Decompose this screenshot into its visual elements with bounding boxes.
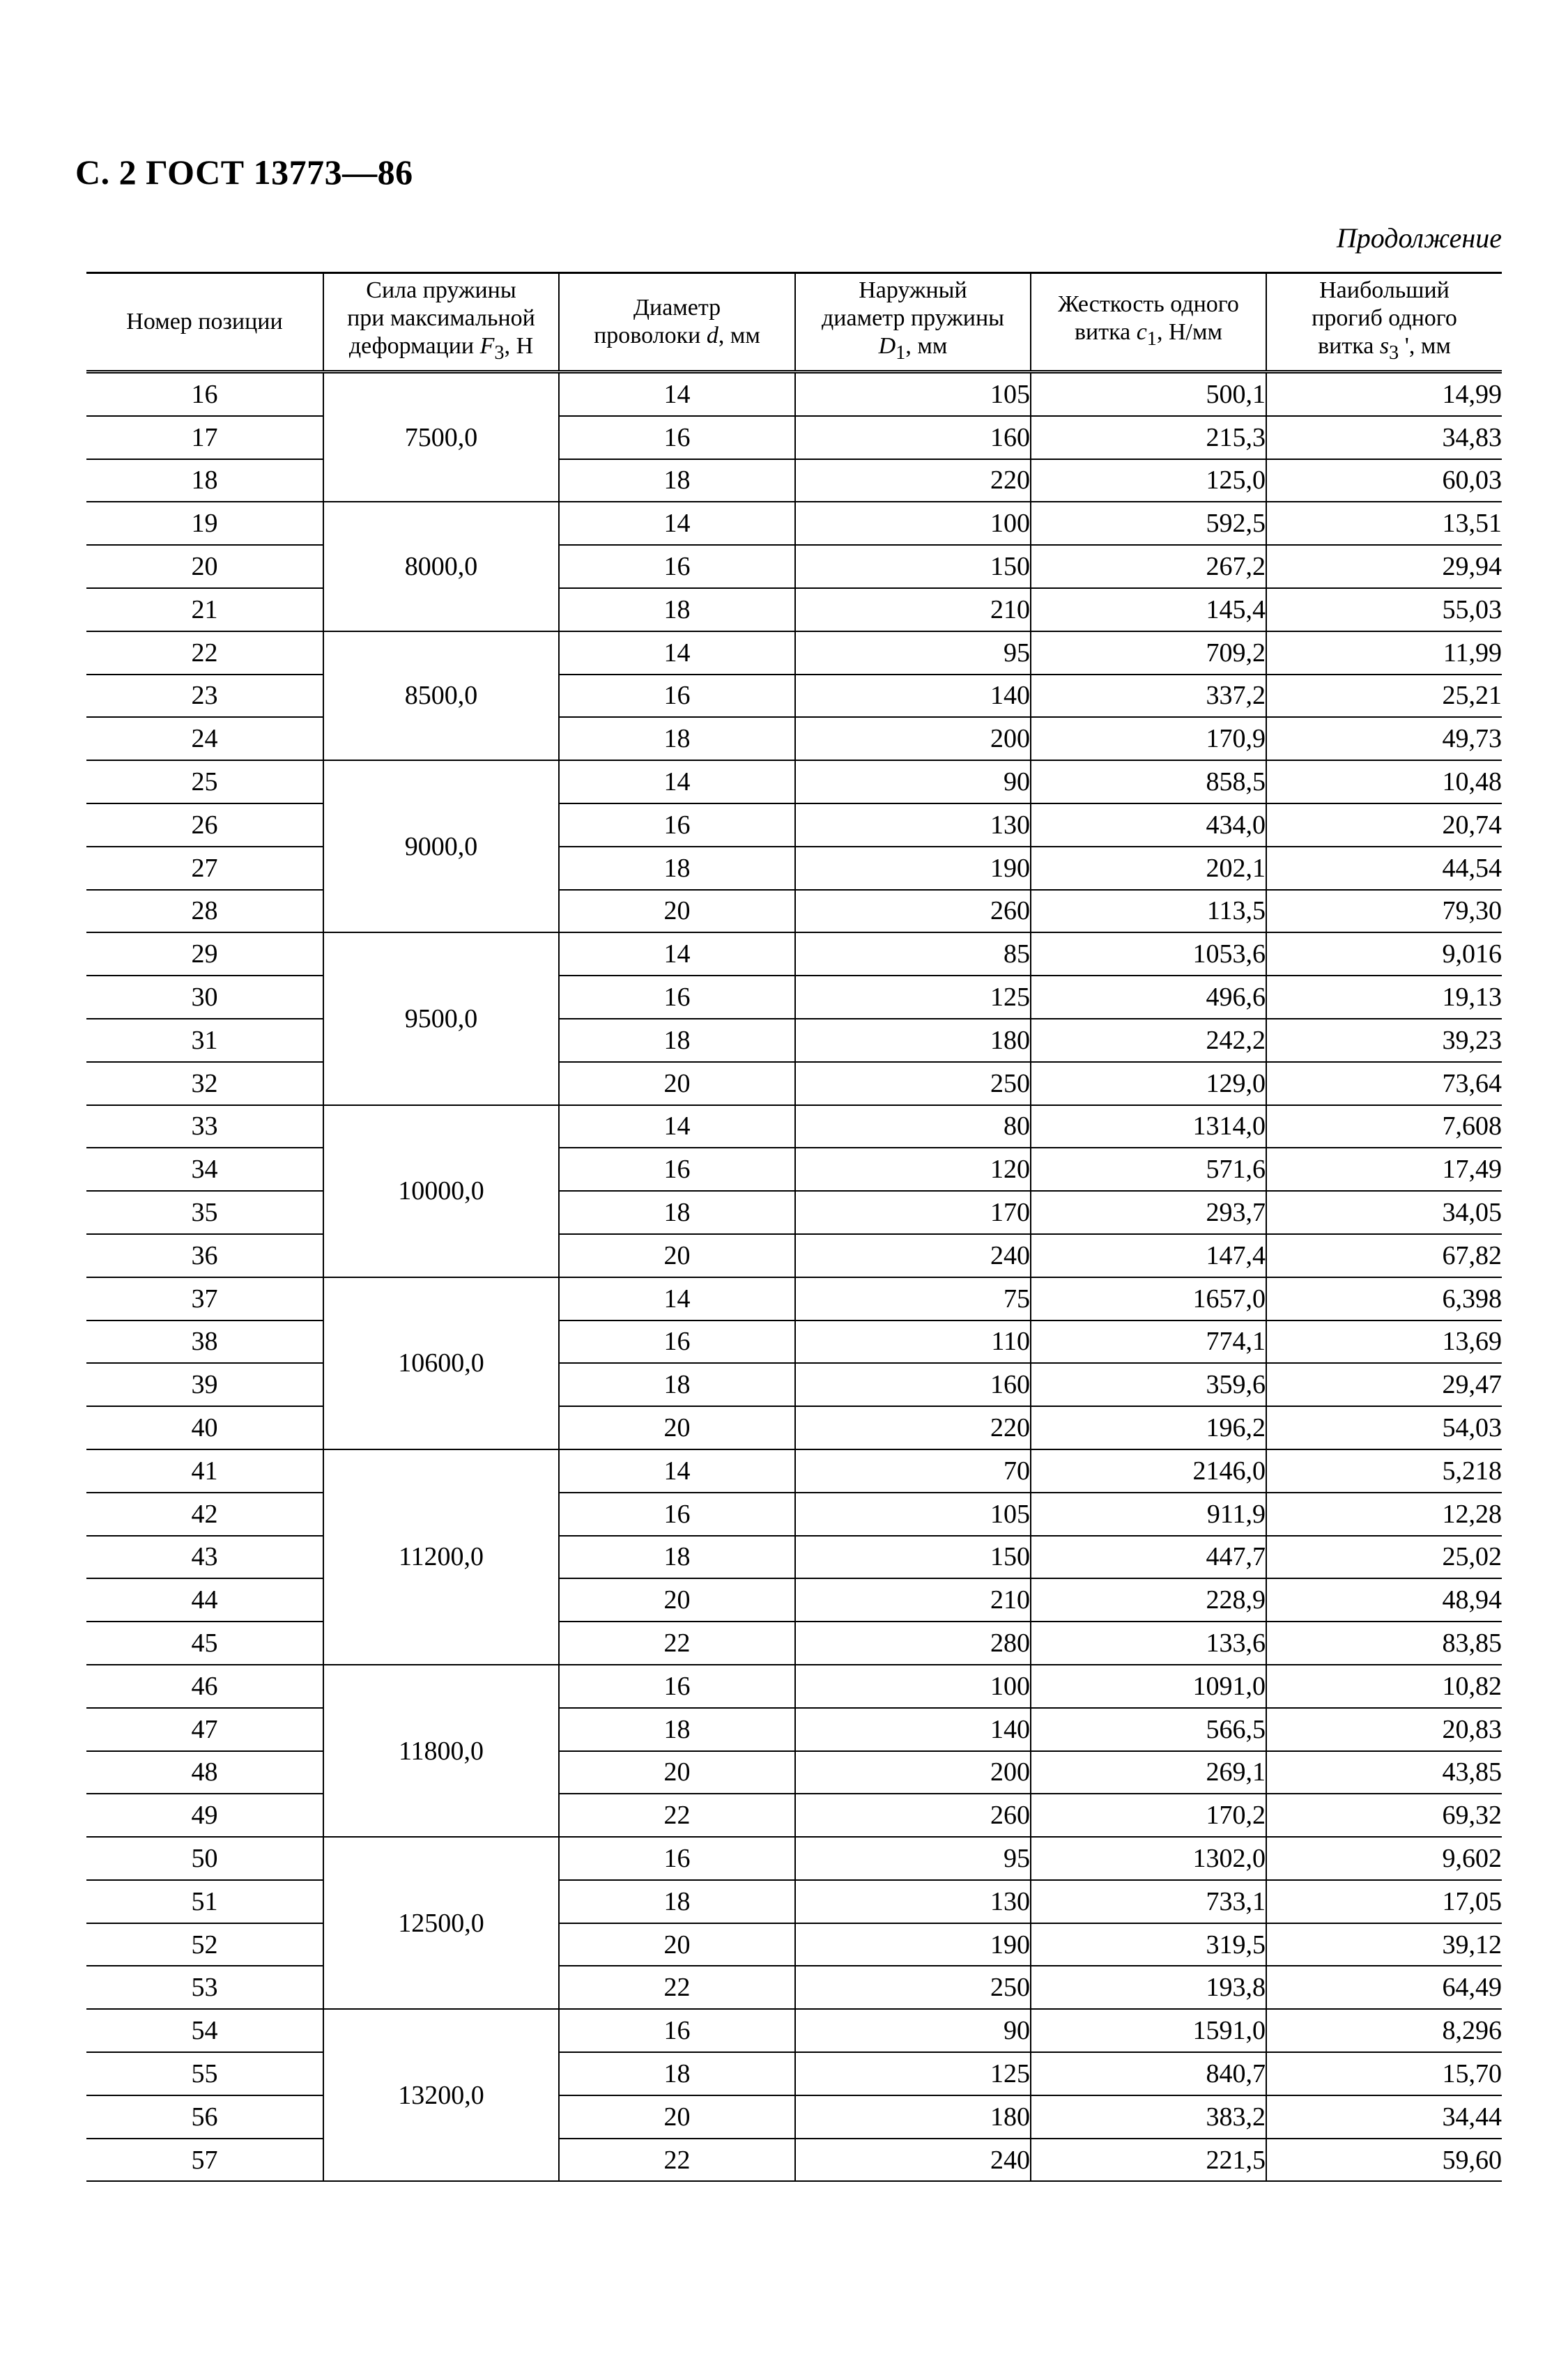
outer-diameter-cell: 210 xyxy=(795,1578,1031,1622)
wire-diameter-cell: 22 xyxy=(559,2139,795,2182)
table-row xyxy=(86,1363,1502,1406)
stiffness-cell: 434,0 xyxy=(1031,803,1266,847)
stiffness-cell: 242,2 xyxy=(1031,1019,1266,1062)
wire-diameter-cell: 14 xyxy=(559,502,795,545)
stiffness-cell: 911,9 xyxy=(1031,1493,1266,1536)
outer-diameter-cell: 130 xyxy=(795,1880,1031,1923)
table-row xyxy=(86,416,1502,459)
stiffness-cell: 500,1 xyxy=(1031,372,1266,416)
wire-diameter-cell: 16 xyxy=(559,416,795,459)
wire-diameter-cell: 20 xyxy=(559,890,795,933)
continuation-label: Продолжение xyxy=(1336,222,1502,254)
force-cell: 10600,0 xyxy=(323,1277,559,1449)
wire-diameter-cell: 14 xyxy=(559,1449,795,1493)
outer-diameter-cell: 125 xyxy=(795,2052,1031,2095)
stiffness-cell: 145,4 xyxy=(1031,588,1266,631)
table-row xyxy=(86,1794,1502,1837)
deflection-cell: 67,82 xyxy=(1266,1234,1502,1277)
stiffness-cell: 319,5 xyxy=(1031,1923,1266,1966)
outer-diameter-cell: 260 xyxy=(795,1794,1031,1837)
position-cell: 39 xyxy=(86,1363,323,1406)
spring-table xyxy=(86,272,1502,2182)
deflection-cell: 17,05 xyxy=(1266,1880,1502,1923)
outer-diameter-cell: 140 xyxy=(795,675,1031,718)
position-cell: 35 xyxy=(86,1191,323,1234)
position-cell: 32 xyxy=(86,1062,323,1105)
wire-diameter-cell: 20 xyxy=(559,2095,795,2139)
position-cell: 24 xyxy=(86,717,323,760)
stiffness-cell: 571,6 xyxy=(1031,1148,1266,1191)
deflection-cell: 19,13 xyxy=(1266,976,1502,1019)
header-wire-diameter: Диаметр проволоки d, мм xyxy=(559,273,795,372)
outer-diameter-cell: 250 xyxy=(795,1966,1031,2009)
deflection-cell: 20,83 xyxy=(1266,1708,1502,1751)
wire-diameter-cell: 18 xyxy=(559,2052,795,2095)
table-row xyxy=(86,1277,1502,1321)
position-cell: 30 xyxy=(86,976,323,1019)
force-cell: 11800,0 xyxy=(323,1665,559,1837)
deflection-cell: 43,85 xyxy=(1266,1751,1502,1794)
table-row xyxy=(86,932,1502,976)
position-cell: 18 xyxy=(86,459,323,502)
stiffness-cell: 566,5 xyxy=(1031,1708,1266,1751)
position-cell: 19 xyxy=(86,502,323,545)
outer-diameter-cell: 180 xyxy=(795,1019,1031,1062)
outer-diameter-cell: 95 xyxy=(795,1837,1031,1880)
stiffness-cell: 170,9 xyxy=(1031,717,1266,760)
wire-diameter-cell: 18 xyxy=(559,1019,795,1062)
deflection-cell: 12,28 xyxy=(1266,1493,1502,1536)
wire-diameter-cell: 16 xyxy=(559,1321,795,1364)
stiffness-cell: 293,7 xyxy=(1031,1191,1266,1234)
outer-diameter-cell: 100 xyxy=(795,502,1031,545)
outer-diameter-cell: 170 xyxy=(795,1191,1031,1234)
table-row xyxy=(86,1665,1502,1708)
position-cell: 41 xyxy=(86,1449,323,1493)
deflection-cell: 79,30 xyxy=(1266,890,1502,933)
wire-diameter-cell: 16 xyxy=(559,976,795,1019)
wire-diameter-cell: 16 xyxy=(559,675,795,718)
deflection-cell: 10,82 xyxy=(1266,1665,1502,1708)
stiffness-cell: 1053,6 xyxy=(1031,932,1266,976)
table-row xyxy=(86,631,1502,675)
stiffness-cell: 359,6 xyxy=(1031,1363,1266,1406)
deflection-cell: 9,602 xyxy=(1266,1837,1502,1880)
deflection-cell: 9,016 xyxy=(1266,932,1502,976)
table-row xyxy=(86,2052,1502,2095)
wire-diameter-cell: 18 xyxy=(559,847,795,890)
stiffness-cell: 193,8 xyxy=(1031,1966,1266,2009)
position-cell: 38 xyxy=(86,1321,323,1364)
position-cell: 28 xyxy=(86,890,323,933)
outer-diameter-cell: 70 xyxy=(795,1449,1031,1493)
table-row xyxy=(86,1751,1502,1794)
deflection-cell: 48,94 xyxy=(1266,1578,1502,1622)
position-cell: 52 xyxy=(86,1923,323,1966)
wire-diameter-cell: 16 xyxy=(559,2009,795,2052)
position-cell: 23 xyxy=(86,675,323,718)
outer-diameter-cell: 280 xyxy=(795,1622,1031,1665)
deflection-cell: 13,69 xyxy=(1266,1321,1502,1364)
header-outer-diameter: Наружный диаметр пружины $D_1$, мм xyxy=(795,273,1031,372)
deflection-cell: 13,51 xyxy=(1266,502,1502,545)
outer-diameter-cell: 190 xyxy=(795,1923,1031,1966)
position-cell: 51 xyxy=(86,1880,323,1923)
deflection-cell: 5,218 xyxy=(1266,1449,1502,1493)
position-cell: 33 xyxy=(86,1105,323,1148)
deflection-cell: 55,03 xyxy=(1266,588,1502,631)
wire-diameter-cell: 14 xyxy=(559,760,795,803)
position-cell: 47 xyxy=(86,1708,323,1751)
wire-diameter-cell: 14 xyxy=(559,631,795,675)
deflection-cell: 29,47 xyxy=(1266,1363,1502,1406)
wire-diameter-cell: 18 xyxy=(559,1191,795,1234)
deflection-cell: 64,49 xyxy=(1266,1966,1502,2009)
wire-diameter-cell: 14 xyxy=(559,932,795,976)
stiffness-cell: 383,2 xyxy=(1031,2095,1266,2139)
wire-diameter-cell: 20 xyxy=(559,1923,795,1966)
force-cell: 8000,0 xyxy=(323,502,559,631)
outer-diameter-cell: 250 xyxy=(795,1062,1031,1105)
table-row xyxy=(86,2009,1502,2052)
outer-diameter-cell: 240 xyxy=(795,2139,1031,2182)
deflection-cell: 10,48 xyxy=(1266,760,1502,803)
position-cell: 17 xyxy=(86,416,323,459)
table-row xyxy=(86,890,1502,933)
stiffness-cell: 125,0 xyxy=(1031,459,1266,502)
deflection-cell: 34,05 xyxy=(1266,1191,1502,1234)
deflection-cell: 44,54 xyxy=(1266,847,1502,890)
position-cell: 22 xyxy=(86,631,323,675)
deflection-cell: 6,398 xyxy=(1266,1277,1502,1321)
table-row xyxy=(86,1062,1502,1105)
table-row xyxy=(86,976,1502,1019)
position-cell: 25 xyxy=(86,760,323,803)
outer-diameter-cell: 75 xyxy=(795,1277,1031,1321)
position-cell: 37 xyxy=(86,1277,323,1321)
header-force: Сила пружины при максимальной деформации $F_3$, Н xyxy=(323,273,559,372)
table-row xyxy=(86,717,1502,760)
stiffness-cell: 133,6 xyxy=(1031,1622,1266,1665)
deflection-cell: 29,94 xyxy=(1266,545,1502,588)
force-cell: 11200,0 xyxy=(323,1449,559,1665)
deflection-cell: 59,60 xyxy=(1266,2139,1502,2182)
deflection-cell: 39,23 xyxy=(1266,1019,1502,1062)
outer-diameter-cell: 220 xyxy=(795,1406,1031,1449)
deflection-cell: 34,44 xyxy=(1266,2095,1502,2139)
position-cell: 56 xyxy=(86,2095,323,2139)
wire-diameter-cell: 16 xyxy=(559,545,795,588)
table-row xyxy=(86,1406,1502,1449)
header-deflection: Наибольший прогиб одного витка $s_3$ ', мм xyxy=(1266,273,1502,372)
stiffness-cell: 1314,0 xyxy=(1031,1105,1266,1148)
deflection-cell: 25,21 xyxy=(1266,675,1502,718)
stiffness-cell: 1091,0 xyxy=(1031,1665,1266,1708)
position-cell: 50 xyxy=(86,1837,323,1880)
position-cell: 44 xyxy=(86,1578,323,1622)
table-row xyxy=(86,1536,1502,1579)
table-row xyxy=(86,1234,1502,1277)
table-row xyxy=(86,1321,1502,1364)
table-row xyxy=(86,1191,1502,1234)
stiffness-cell: 733,1 xyxy=(1031,1880,1266,1923)
wire-diameter-cell: 16 xyxy=(559,803,795,847)
table-row xyxy=(86,545,1502,588)
position-cell: 54 xyxy=(86,2009,323,2052)
outer-diameter-cell: 210 xyxy=(795,588,1031,631)
deflection-cell: 20,74 xyxy=(1266,803,1502,847)
wire-diameter-cell: 22 xyxy=(559,1794,795,1837)
outer-diameter-cell: 190 xyxy=(795,847,1031,890)
force-cell: 9000,0 xyxy=(323,760,559,932)
deflection-cell: 49,73 xyxy=(1266,717,1502,760)
force-cell: 8500,0 xyxy=(323,631,559,760)
position-cell: 34 xyxy=(86,1148,323,1191)
position-cell: 29 xyxy=(86,932,323,976)
outer-diameter-cell: 260 xyxy=(795,890,1031,933)
stiffness-cell: 221,5 xyxy=(1031,2139,1266,2182)
position-cell: 40 xyxy=(86,1406,323,1449)
wire-diameter-cell: 20 xyxy=(559,1406,795,1449)
position-cell: 20 xyxy=(86,545,323,588)
table-row xyxy=(86,459,1502,502)
wire-diameter-cell: 16 xyxy=(559,1148,795,1191)
force-cell: 13200,0 xyxy=(323,2009,559,2181)
outer-diameter-cell: 240 xyxy=(795,1234,1031,1277)
stiffness-cell: 592,5 xyxy=(1031,502,1266,545)
stiffness-cell: 170,2 xyxy=(1031,1794,1266,1837)
outer-diameter-cell: 95 xyxy=(795,631,1031,675)
stiffness-cell: 2146,0 xyxy=(1031,1449,1266,1493)
force-cell: 10000,0 xyxy=(323,1105,559,1277)
wire-diameter-cell: 16 xyxy=(559,1665,795,1708)
wire-diameter-cell: 14 xyxy=(559,1277,795,1321)
table-row xyxy=(86,1449,1502,1493)
wire-diameter-cell: 16 xyxy=(559,1493,795,1536)
stiffness-cell: 496,6 xyxy=(1031,976,1266,1019)
table-row xyxy=(86,1966,1502,2009)
table-row xyxy=(86,803,1502,847)
outer-diameter-cell: 125 xyxy=(795,976,1031,1019)
position-cell: 49 xyxy=(86,1794,323,1837)
deflection-cell: 14,99 xyxy=(1266,372,1502,416)
outer-diameter-cell: 140 xyxy=(795,1708,1031,1751)
position-cell: 43 xyxy=(86,1536,323,1579)
wire-diameter-cell: 22 xyxy=(559,1966,795,2009)
deflection-cell: 83,85 xyxy=(1266,1622,1502,1665)
deflection-cell: 39,12 xyxy=(1266,1923,1502,1966)
wire-diameter-cell: 18 xyxy=(559,1880,795,1923)
table-row xyxy=(86,1578,1502,1622)
deflection-cell: 11,99 xyxy=(1266,631,1502,675)
stiffness-cell: 147,4 xyxy=(1031,1234,1266,1277)
deflection-cell: 69,32 xyxy=(1266,1794,1502,1837)
position-cell: 36 xyxy=(86,1234,323,1277)
position-cell: 48 xyxy=(86,1751,323,1794)
deflection-cell: 25,02 xyxy=(1266,1536,1502,1579)
table-row xyxy=(86,588,1502,631)
position-cell: 57 xyxy=(86,2139,323,2182)
position-cell: 31 xyxy=(86,1019,323,1062)
table-row xyxy=(86,1622,1502,1665)
deflection-cell: 54,03 xyxy=(1266,1406,1502,1449)
wire-diameter-cell: 14 xyxy=(559,372,795,416)
deflection-cell: 7,608 xyxy=(1266,1105,1502,1148)
outer-diameter-cell: 105 xyxy=(795,372,1031,416)
header-stiffness: Жесткость одного витка $c_1$, Н/мм xyxy=(1031,273,1266,372)
outer-diameter-cell: 105 xyxy=(795,1493,1031,1536)
wire-diameter-cell: 16 xyxy=(559,1837,795,1880)
stiffness-cell: 337,2 xyxy=(1031,675,1266,718)
force-cell: 12500,0 xyxy=(323,1837,559,2009)
deflection-cell: 34,83 xyxy=(1266,416,1502,459)
wire-diameter-cell: 18 xyxy=(559,717,795,760)
table-row xyxy=(86,1105,1502,1148)
outer-diameter-cell: 160 xyxy=(795,1363,1031,1406)
outer-diameter-cell: 200 xyxy=(795,717,1031,760)
table-row xyxy=(86,502,1502,545)
stiffness-cell: 447,7 xyxy=(1031,1536,1266,1579)
outer-diameter-cell: 100 xyxy=(795,1665,1031,1708)
position-cell: 42 xyxy=(86,1493,323,1536)
wire-diameter-cell: 22 xyxy=(559,1622,795,1665)
table-row xyxy=(86,1493,1502,1536)
table-row xyxy=(86,2139,1502,2182)
position-cell: 16 xyxy=(86,372,323,416)
force-cell: 7500,0 xyxy=(323,372,559,502)
wire-diameter-cell: 18 xyxy=(559,1536,795,1579)
outer-diameter-cell: 120 xyxy=(795,1148,1031,1191)
outer-diameter-cell: 130 xyxy=(795,803,1031,847)
table-row xyxy=(86,675,1502,718)
wire-diameter-cell: 18 xyxy=(559,1708,795,1751)
stiffness-cell: 1302,0 xyxy=(1031,1837,1266,1880)
outer-diameter-cell: 90 xyxy=(795,760,1031,803)
outer-diameter-cell: 220 xyxy=(795,459,1031,502)
deflection-cell: 15,70 xyxy=(1266,2052,1502,2095)
header-position: Номер позиции xyxy=(86,273,323,372)
table-row xyxy=(86,1708,1502,1751)
table-body xyxy=(86,372,1502,2182)
stiffness-cell: 129,0 xyxy=(1031,1062,1266,1105)
wire-diameter-cell: 20 xyxy=(559,1751,795,1794)
stiffness-cell: 1591,0 xyxy=(1031,2009,1266,2052)
stiffness-cell: 267,2 xyxy=(1031,545,1266,588)
outer-diameter-cell: 80 xyxy=(795,1105,1031,1148)
outer-diameter-cell: 85 xyxy=(795,932,1031,976)
deflection-cell: 17,49 xyxy=(1266,1148,1502,1191)
stiffness-cell: 215,3 xyxy=(1031,416,1266,459)
position-cell: 26 xyxy=(86,803,323,847)
position-cell: 53 xyxy=(86,1966,323,2009)
stiffness-cell: 228,9 xyxy=(1031,1578,1266,1622)
force-cell: 9500,0 xyxy=(323,932,559,1104)
wire-diameter-cell: 18 xyxy=(559,459,795,502)
stiffness-cell: 774,1 xyxy=(1031,1321,1266,1364)
table-row xyxy=(86,1837,1502,1880)
stiffness-cell: 196,2 xyxy=(1031,1406,1266,1449)
outer-diameter-cell: 90 xyxy=(795,2009,1031,2052)
wire-diameter-cell: 20 xyxy=(559,1578,795,1622)
stiffness-cell: 269,1 xyxy=(1031,1751,1266,1794)
outer-diameter-cell: 110 xyxy=(795,1321,1031,1364)
wire-diameter-cell: 18 xyxy=(559,588,795,631)
stiffness-cell: 1657,0 xyxy=(1031,1277,1266,1321)
outer-diameter-cell: 150 xyxy=(795,545,1031,588)
table-row xyxy=(86,1148,1502,1191)
table-row xyxy=(86,372,1502,416)
position-cell: 55 xyxy=(86,2052,323,2095)
outer-diameter-cell: 200 xyxy=(795,1751,1031,1794)
position-cell: 46 xyxy=(86,1665,323,1708)
stiffness-cell: 202,1 xyxy=(1031,847,1266,890)
table-row xyxy=(86,1019,1502,1062)
stiffness-cell: 858,5 xyxy=(1031,760,1266,803)
position-cell: 21 xyxy=(86,588,323,631)
deflection-cell: 8,296 xyxy=(1266,2009,1502,2052)
stiffness-cell: 709,2 xyxy=(1031,631,1266,675)
stiffness-cell: 840,7 xyxy=(1031,2052,1266,2095)
stiffness-cell: 113,5 xyxy=(1031,890,1266,933)
table-row xyxy=(86,2095,1502,2139)
deflection-cell: 60,03 xyxy=(1266,459,1502,502)
position-cell: 45 xyxy=(86,1622,323,1665)
table-row xyxy=(86,1923,1502,1966)
position-cell: 27 xyxy=(86,847,323,890)
wire-diameter-cell: 18 xyxy=(559,1363,795,1406)
wire-diameter-cell: 20 xyxy=(559,1062,795,1105)
table-header-row xyxy=(86,273,1502,372)
wire-diameter-cell: 20 xyxy=(559,1234,795,1277)
outer-diameter-cell: 180 xyxy=(795,2095,1031,2139)
page-header: С. 2 ГОСТ 13773—86 xyxy=(75,153,413,192)
outer-diameter-cell: 150 xyxy=(795,1536,1031,1579)
table-row xyxy=(86,760,1502,803)
table-row xyxy=(86,847,1502,890)
table-row xyxy=(86,1880,1502,1923)
outer-diameter-cell: 160 xyxy=(795,416,1031,459)
wire-diameter-cell: 14 xyxy=(559,1105,795,1148)
deflection-cell: 73,64 xyxy=(1266,1062,1502,1105)
